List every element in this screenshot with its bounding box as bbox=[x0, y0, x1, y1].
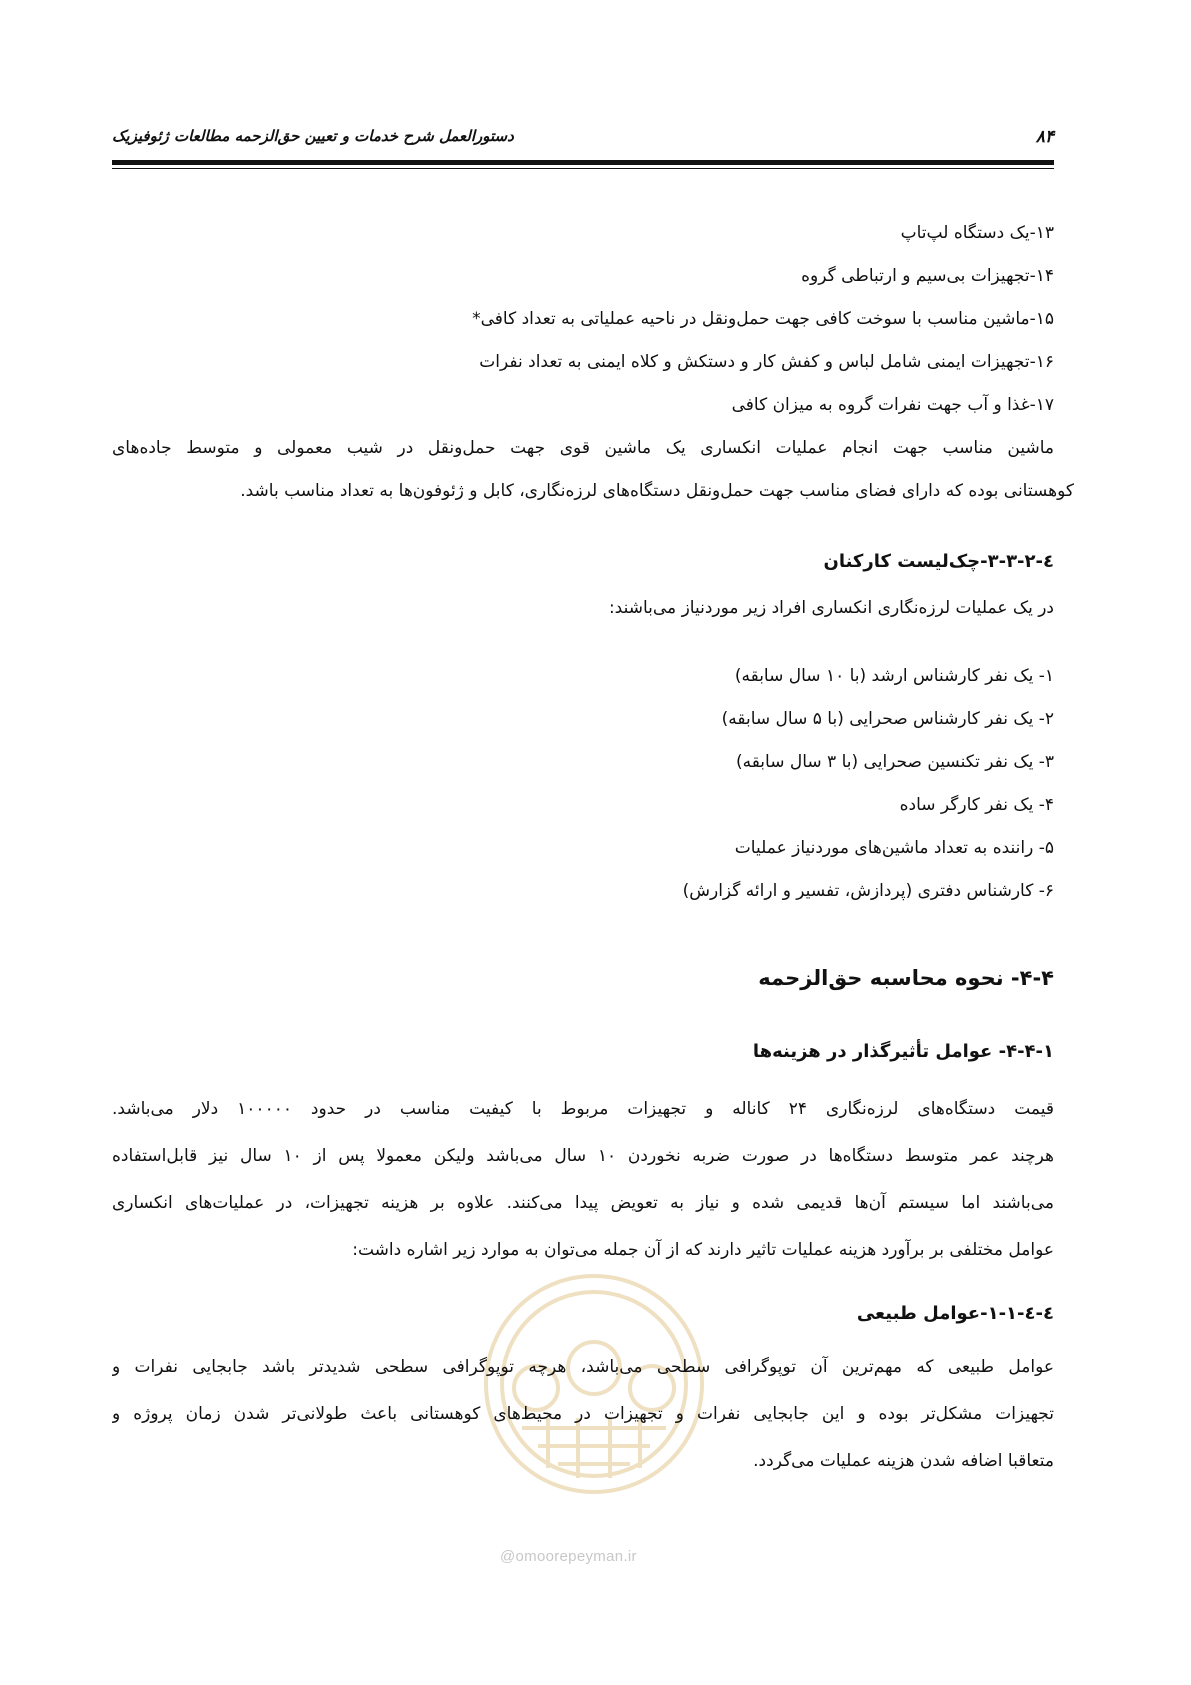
staff-intro: در یک عملیات لرزه‌نگاری انکساری افراد زیر موردنیاز می‌باشند: bbox=[608, 598, 1054, 618]
paragraph-line: متعاقبا اضافه شدن هزینه عملیات می‌گردد. bbox=[753, 1451, 1054, 1471]
page-number: ۸۴ bbox=[1035, 127, 1054, 147]
staff-item: ۵- راننده به تعداد ماشین‌های موردنیاز عملیات bbox=[734, 838, 1054, 858]
page-header bbox=[112, 127, 1054, 147]
paragraph-line: عوامل طبیعی که مهم‌ترین آن توپوگرافی سطحی می‌باشد، هرچه توپوگرافی سطحی شدیدتر باشد جابجایی نفرات و bbox=[112, 1357, 1054, 1377]
header-rule-thin bbox=[112, 168, 1054, 169]
section-heading-cost-factors: ۴-۴-۱- عوامل تأثیرگذار در هزینه‌ها bbox=[752, 1041, 1054, 1062]
watermark-text: @omoorepeyman.ir bbox=[500, 1548, 637, 1565]
section-heading-fee-calculation: ۴-۴- نحوه محاسبه حق‌الزحمه bbox=[758, 966, 1054, 990]
paragraph-line: می‌باشند اما سیستم آن‌ها قدیمی شده و نیاز به تعویض پیدا می‌کنند. علاوه بر هزینه تجهیزات، در عملیات‌های انکساری bbox=[112, 1193, 1054, 1213]
equipment-item: ۱۷-غذا و آب جهت نفرات گروه به میزان کافی bbox=[731, 395, 1054, 415]
header-rule-thick bbox=[112, 160, 1054, 165]
paragraph-line: کوهستانی بوده که دارای فضای مناسب جهت حمل‌ونقل دستگاه‌های لرزه‌نگاری، کابل و ژئوفون‌ها به تعداد مناسب باشد. bbox=[240, 481, 1074, 501]
section-heading-natural-factors: ٤-٤-۱-۱-عوامل طبیعی bbox=[856, 1303, 1054, 1324]
watermark-seal-icon bbox=[478, 1268, 710, 1500]
equipment-item: ۱۴-تجهیزات بی‌سیم و ارتباطی گروه bbox=[801, 266, 1054, 286]
paragraph-line: قیمت دستگاه‌های لرزه‌نگاری ۲۴ کاناله و تجهیزات مربوط با کیفیت مناسب در حدود ۱۰۰۰۰۰ دلار می‌باشد. bbox=[112, 1099, 1054, 1119]
equipment-item: ۱۶-تجهیزات ایمنی شامل لباس و کفش کار و دستکش و کلاه ایمنی به تعداد نفرات bbox=[479, 352, 1054, 372]
paragraph-line: تجهیزات مشکل‌تر بوده و این جابجایی نفرات و تجهیزات در محیط‌های کوهستانی باعث طولانی‌تر شدن زمان پروژه و bbox=[112, 1404, 1054, 1424]
staff-item: ۴- یک نفر کارگر ساده bbox=[899, 795, 1054, 815]
section-heading-staff: ٤-۳-۳-۲-چک‌لیست کارکنان bbox=[823, 551, 1054, 572]
staff-item: ۶- کارشناس دفتری (پردازش، تفسیر و ارائه گزارش) bbox=[682, 881, 1054, 901]
paragraph-line: ماشین مناسب جهت انجام عملیات انکساری یک ماشین قوی جهت حمل‌ونقل در شیب معمولی و متوسط جاده‌های bbox=[112, 438, 1054, 458]
equipment-item: ۱۳-یک دستگاه لپ‌تاپ bbox=[900, 223, 1054, 243]
staff-item: ۲- یک نفر کارشناس صحرایی (با ۵ سال سابقه) bbox=[721, 709, 1054, 729]
equipment-item: ۱۵-ماشین مناسب با سوخت کافی جهت حمل‌ونقل در ناحیه عملیاتی به تعداد کافی* bbox=[472, 309, 1054, 329]
staff-item: ۱- یک نفر کارشناس ارشد (با ۱۰ سال سابقه) bbox=[734, 666, 1054, 686]
running-title: دستورالعمل شرح خدمات و تعیین حق‌الزحمه مطالعات ژئوفیزیک bbox=[112, 127, 514, 145]
paragraph-line: عوامل مختلفی بر برآورد هزینه عملیات تاثیر دارند که از آن جمله می‌توان به موارد زیر اشاره داشت: bbox=[352, 1240, 1054, 1260]
paragraph-line: هرچند عمر متوسط دستگاه‌ها در صورت ضربه نخوردن ۱۰ سال می‌باشد ولیکن معمولا پس از ۱۰ سال نیز قابل‌استفاده bbox=[112, 1146, 1054, 1166]
staff-item: ۳- یک نفر تکنسین صحرایی (با ۳ سال سابقه) bbox=[735, 752, 1054, 772]
